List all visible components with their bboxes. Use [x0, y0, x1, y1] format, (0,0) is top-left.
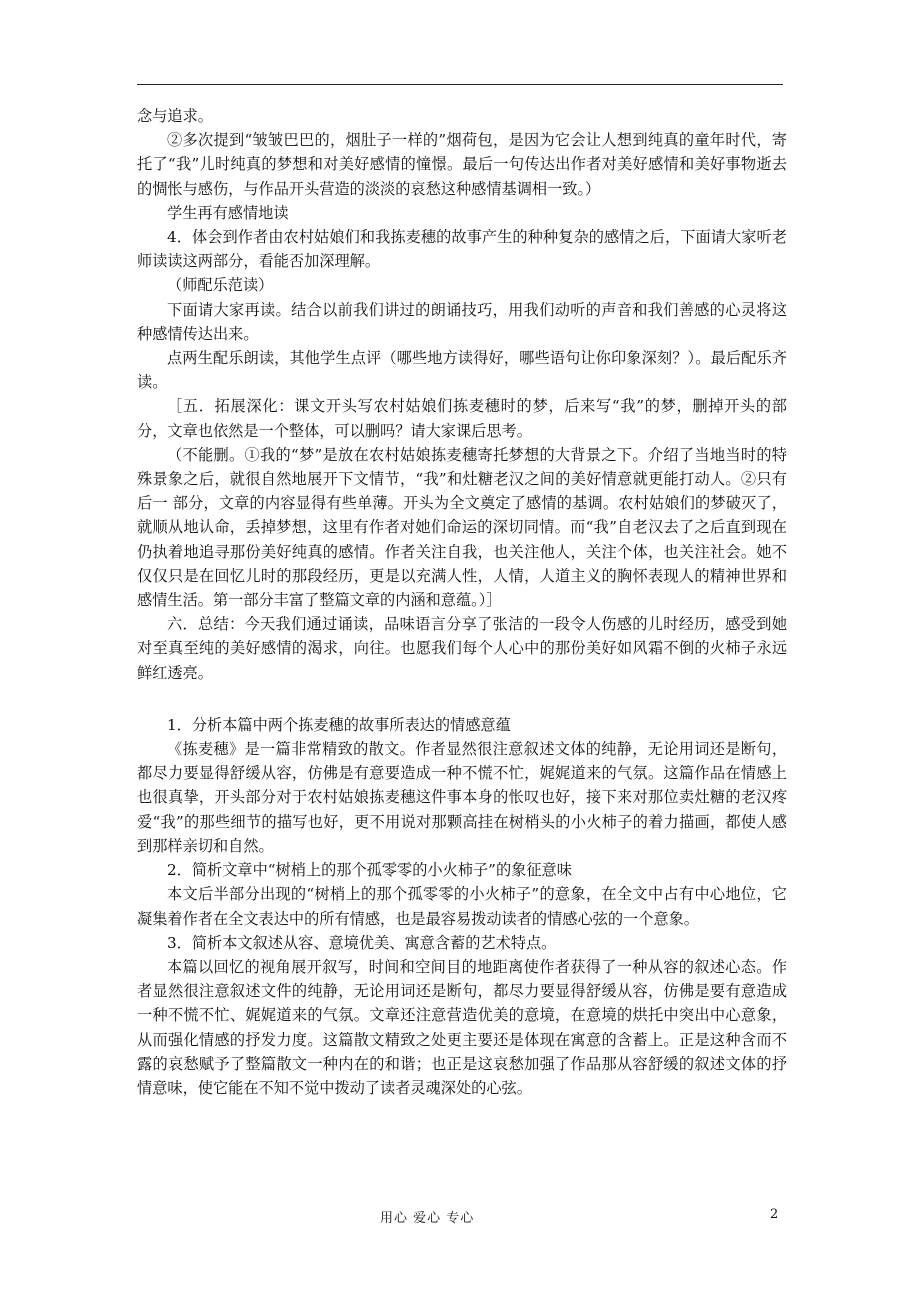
paragraph: 六．总结：今天我们通过诵读，品味语言分享了张洁的一段令人伤感的儿时经历，感受到她对至真至纯的美好感情的渴求，向往。也愿我们每个人心中的那份美好如风霜不倒的火柿子永远鲜红透亮。: [137, 615, 787, 682]
section-gap: [137, 685, 787, 713]
paragraph: 本文后半部分出现的“树梢上的那个孤零零的小火柿子”的意象，在全文中占有中心地位，它凝集着作者在全文表达中的所有情感，也是最容易拨动读者的情感心弦的一个意象。: [137, 885, 787, 928]
document-body: [137, 104, 787, 1100]
paragraph: 4．体会到作者由农村姑娘们和我拣麦穗的故事产生的种种复杂的感情之后，下面请大家听老师读读这两部分，看能否加深理解。: [137, 228, 787, 271]
paragraph: 《拣麦穗》是一篇非常精致的散文。作者显然很注意叙述文体的纯静，无论用词还是断句，都尽力要显得舒缓从容，仿佛是有意要造成一种不慌不忙，娓娓道来的气氛。这篇作品在情感上也很真挚，开头部分对于农村姑娘拣麦穗这件事本身的怅叹也好，接下来对那位卖灶糖的老汉疼爱“我”的那些细节的描写也好，更不用说对那颗高挂在树梢头的小火柿子的着力描画，都使人感到那样亲切和自然。: [137, 740, 787, 855]
question-heading: 2．简析文章中“树梢上的那个孤零零的小火柿子”的象征意味: [167, 861, 572, 880]
question-heading: 3．简析本文叙述从容、意境优美、寓意含蓄的艺术特点。: [167, 933, 557, 952]
footer-text: 用心 爱心 专心: [380, 1211, 475, 1226]
page-number: 2: [770, 1207, 779, 1222]
paragraph: 本篇以回忆的视角展开叙写，时间和空间目的地距离使作者获得了一种从容的叙述心态。作者显然很注意叙述文件的纯静，无论用词还是断句，都尽力要显得舒缓从容，仿佛是要有意造成一种不慌不忙、娓娓道来的气氛。文章还注意营造优美的意境，在意境的烘托中突出中心意象，从而强化情感的抒发力度。这篇散文精致之处更主要还是体现在寓意的含蓄上。正是这种含而不露的哀愁赋予了整篇散文一种内在的和谐；也正是这哀愁加强了作品那从容舒缓的叙述文体的抒情意味，使它能在不知不觉中拨动了读者灵魂深处的心弦。: [137, 957, 787, 1097]
paragraph: 学生再有感情地读: [167, 203, 289, 222]
paragraph: ［五．拓展深化：课文开头写农村姑娘们拣麦穗时的梦，后来写“我”的梦，删掉开头的部分，文章也依然是一个整体，可以删吗？请大家课后思考。: [137, 397, 787, 440]
paragraph: （不能删。①我的“梦”是放在农村姑娘拣麦穗寄托梦想的大背景之下。介绍了当地当时的特殊景象之后，就很自然地展开下文情节，“我”和灶糖老汉之间的美好情意就更能打动人。②只有后一 部分，文章的内容显得有些单薄。开头为全文奠定了感情的基调。农村姑娘们的梦破灭了，就顺从地认命，丢掉梦想，这里有作者对她们命运的深切同情。而“我”自老汉去了之后直到现在仍执着地追寻那份美好纯真的感情。作者关注自我，也关注他人，关注个体，也关注社会。她不仅仅只是在回忆儿时的那段经历，更是以充满人性，人情，人道主义的胸怀表现人的精神世界和感情生活。第一部分丰富了整篇文章的内涵和意蕴。）］: [137, 445, 787, 610]
paragraph: 念与追求。: [137, 107, 213, 125]
question-heading: 1．分析本篇中两个拣麦穗的故事所表达的情感意蕴: [167, 715, 511, 734]
paragraph: （师配乐范读）: [167, 276, 274, 295]
paragraph: ②多次提到“皱皱巴巴的，烟肚子一样的”烟荷包，是因为它会让人想到纯真的童年时代，寄托了“我”儿时纯真的梦想和对美好感情的憧憬。最后一句传达出作者对美好感情和美好事物逝去的惆怅与感伤，与作品开头营造的淡淡的哀愁这种感情基调相一致。）: [137, 131, 787, 198]
paragraph: 下面请大家再读。结合以前我们讲过的朗诵技巧，用我们动听的声音和我们善感的心灵将这种感情传达出来。: [137, 300, 787, 343]
paragraph: 点两生配乐朗读，其他学生点评（哪些地方读得好，哪些语句让你印象深刻？）。最后配乐齐读。: [137, 349, 787, 392]
header-rule: [137, 84, 783, 85]
